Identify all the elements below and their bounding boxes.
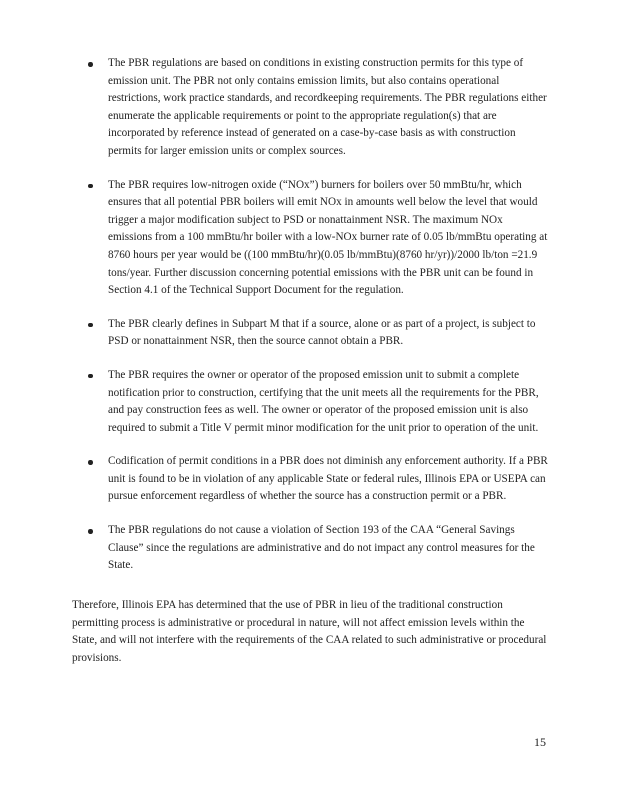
bullet-text: The PBR requires low-nitrogen oxide (“NOx”) burners for boilers over 50 mmBtu/hr, which ensures that all potential PBR boilers will emit NOx in amounts well below the level that would trigger a major modification subject to PSD or nonattainment NSR. The maximum NOx emissions from a 100 mmBtu/hr boiler with a low-NOx burner rate of 0.05 lb/mmBtu operating at 8760 hours per year would be ((100 mmBtu/hr)(0.05 lb/mmBtu)(8760 hr/yr))/2000 lb/ton =21.9 tons/year. Further discussion concerning potential emissions with the PBR unit can be found in Section 4.1 of the Technical Support Document for the regulation. bbox=[108, 178, 548, 297]
page-number: 15 bbox=[534, 735, 546, 749]
bullet-item-savings-clause bbox=[88, 522, 548, 575]
bullet-icon bbox=[88, 529, 93, 534]
bullet-item-notification bbox=[88, 367, 548, 437]
bullet-icon bbox=[88, 323, 93, 328]
conclusion-paragraph: Therefore, Illinois EPA has determined that the use of PBR in lieu of the traditional construction permitting process is administrative or procedural in nature, will not affect emission levels within the State, and will not interfere with the requirements of the CAA related to such administrative or procedural provisions. bbox=[72, 599, 547, 664]
bullet-icon bbox=[88, 184, 93, 189]
bullet-icon bbox=[88, 460, 93, 465]
bullet-icon bbox=[88, 374, 93, 379]
bullet-icon bbox=[88, 62, 93, 67]
bullet-item-nox-burners bbox=[88, 177, 548, 300]
bullet-item-subpart-m bbox=[88, 316, 548, 351]
bullet-item-enforcement bbox=[88, 453, 548, 506]
bullet-list bbox=[88, 55, 548, 591]
bullet-item-pbr-conditions bbox=[88, 55, 548, 161]
bullet-text: The PBR clearly defines in Subpart M that if a source, alone or as part of a project, is subject to PSD or nonattainment NSR, then the source cannot obtain a PBR. bbox=[108, 317, 536, 348]
bullet-text: The PBR requires the owner or operator of the proposed emission unit to submit a complete notification prior to construction, certifying that the unit meets all the requirements for the PBR, and pay construction fees as well. The owner or operator of the proposed emission unit is also required to submit a Title V permit minor modification for the unit prior to operation of the unit. bbox=[108, 368, 539, 434]
bullet-text: The PBR regulations do not cause a violation of Section 193 of the CAA “General Savings Clause” since the regulations are administrative and do not impact any control measures for the State. bbox=[108, 524, 535, 572]
bullet-text: The PBR regulations are based on conditions in existing construction permits for this type of emission unit. The PBR not only contains emission limits, but also contains operational restrictions, work practice standards, and recordkeeping requirements. The PBR regulations either enumerate the applicable requirements or point to the appropriate regulation(s) that are incorporated by reference instead of generated on a case-by-case basis as with construction permits for larger emission units or complex sources. bbox=[108, 57, 547, 157]
bullet-text: Codification of permit conditions in a PBR does not diminish any enforcement authority. If a PBR unit is found to be in violation of any applicable State or federal rules, Illinois EPA or USEPA can pursue enforcement regardless of whether the source has a construction permit or a PBR. bbox=[108, 455, 548, 503]
